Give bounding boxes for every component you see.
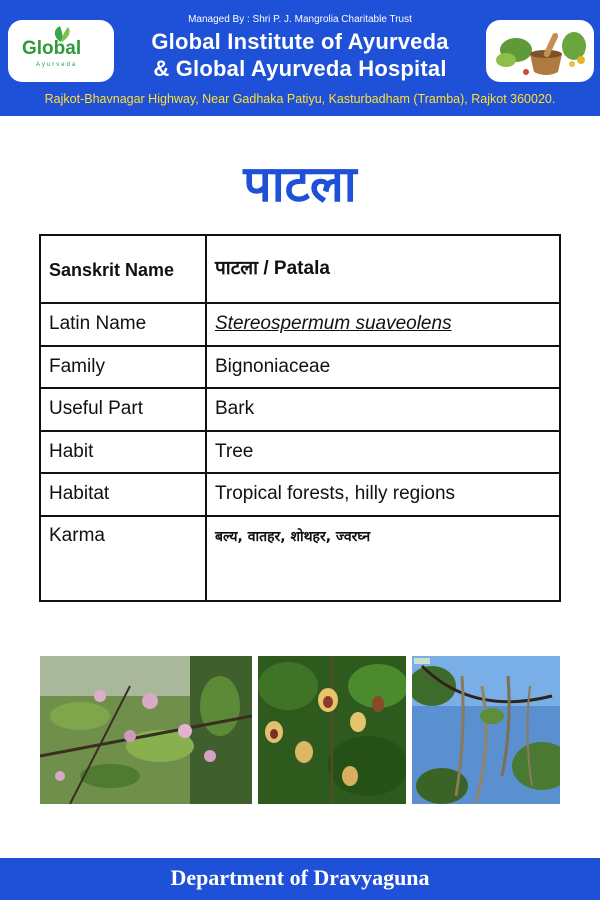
herbs-mortar-icon xyxy=(486,20,594,82)
hospital-title: & Global Ayurveda Hospital xyxy=(153,56,447,81)
karma-label: Karma xyxy=(40,516,206,601)
latin-name-value: Stereospermum suaveolens xyxy=(215,313,452,335)
managed-by-text: Managed By : Shri P. J. Mangrolia Charitable Trust xyxy=(188,14,412,25)
table-key-cell xyxy=(40,235,206,303)
row-label: Habit xyxy=(40,431,206,474)
row-value xyxy=(206,303,560,346)
table-row-karma xyxy=(40,516,560,601)
institute-title: Global Institute of Ayurveda xyxy=(151,29,449,54)
row-value: Tropical forests, hilly regions xyxy=(206,473,560,516)
table-value-cell xyxy=(206,235,560,303)
table-row xyxy=(40,473,560,516)
footer-banner xyxy=(0,858,600,900)
karma-value: बल्य, वातहर, शोथहर, ज्वरघ्न xyxy=(215,528,371,545)
row-label: Family xyxy=(40,346,206,389)
address-text: Rajkot-Bhavnagar Highway, Near Gadhaka Patiyu, Kasturbadham (Tramba), Rajkot 360020. xyxy=(44,92,556,106)
plant-title: पाटला xyxy=(243,155,357,213)
table-row xyxy=(40,431,560,474)
plant-photo-yellow-flowers xyxy=(258,656,406,804)
logo-subtext: Ayurveda xyxy=(36,62,78,68)
header-banner xyxy=(0,0,600,116)
plant-photo-flowers-branch xyxy=(40,656,252,804)
plant-photo-seed-pods xyxy=(412,656,560,804)
row-value: Tree xyxy=(206,431,560,474)
logo-text: Global xyxy=(22,38,82,59)
herbs-mortar-image xyxy=(486,20,594,82)
sanskrit-name-label: Sanskrit Name xyxy=(49,260,175,280)
department-name: Department of Dravyaguna xyxy=(170,865,430,890)
table-row-sanskrit xyxy=(40,235,560,303)
row-value: Bark xyxy=(206,388,560,431)
row-label: Habitat xyxy=(40,473,206,516)
sanskrit-name-devanagari: पाटला xyxy=(215,257,259,279)
row-label: Latin Name xyxy=(40,303,206,346)
table-row xyxy=(40,303,560,346)
karma-value-cell xyxy=(206,516,560,601)
plant-info-table xyxy=(39,234,561,602)
table-row xyxy=(40,388,560,431)
row-value: Bignoniaceae xyxy=(206,346,560,389)
sanskrit-name-latin: / Patala xyxy=(258,258,330,279)
row-label: Useful Part xyxy=(40,388,206,431)
table-row xyxy=(40,346,560,389)
